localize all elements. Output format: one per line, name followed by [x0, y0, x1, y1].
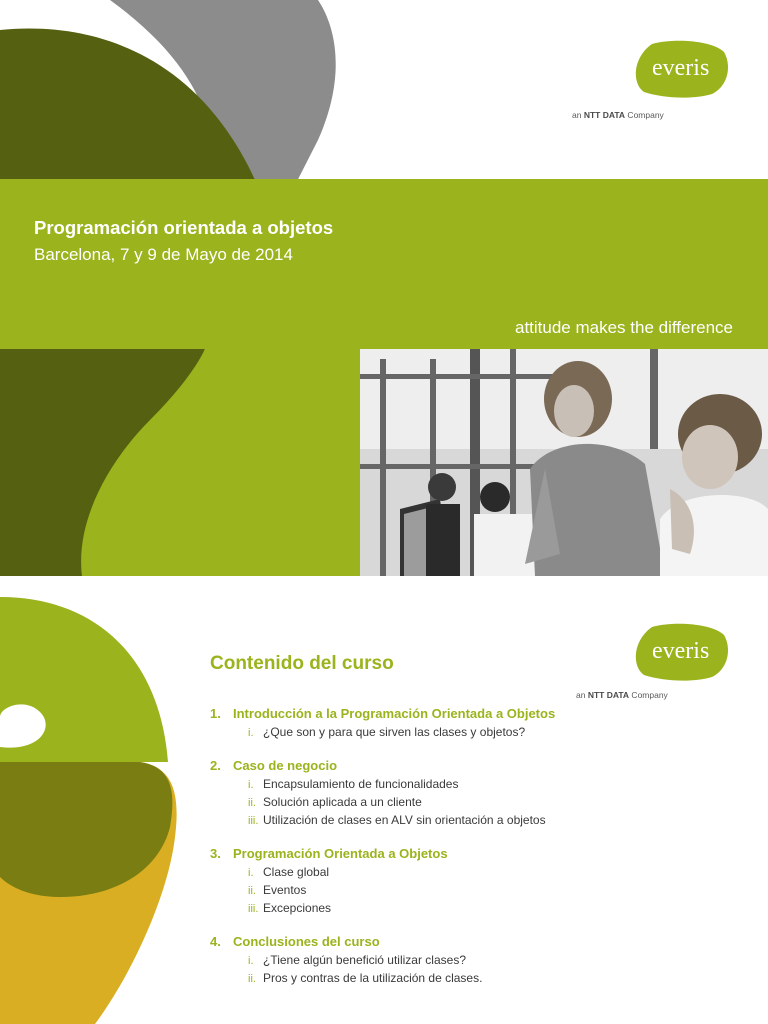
title-band — [0, 179, 768, 349]
agenda-slide — [0, 597, 768, 1024]
agenda-section — [210, 757, 750, 829]
svg-text:everis: everis — [652, 55, 710, 81]
logo-tagline-agenda: an NTT DATA Company — [576, 690, 668, 700]
everis-logo — [570, 38, 740, 128]
list-item: ii. Solución aplicada a un cliente — [248, 795, 422, 809]
logo-tagline: an NTT DATA Company — [572, 110, 664, 120]
people-meeting-photo — [360, 349, 768, 576]
agenda-list — [210, 705, 750, 1003]
section-title: 1. Introducción a la Programación Orientada a Objetos — [210, 706, 556, 721]
agenda-section — [210, 705, 750, 741]
section-title: 2. Caso de negocio — [210, 758, 338, 773]
agenda-heading: Contenido del curso — [210, 653, 394, 674]
section-title: 3. Programación Orientada a Objetos — [210, 846, 448, 861]
everis-logo-agenda — [570, 621, 740, 711]
slogan: attitude makes the difference — [515, 318, 733, 337]
list-item: ii. Eventos — [248, 883, 307, 897]
everis-logo-icon — [632, 38, 732, 98]
list-item: i. ¿Que son y para que sirven las clases y objetos? — [248, 725, 526, 739]
list-item: i. Encapsulamiento de funcionalidades — [248, 777, 459, 791]
everis-logo-agenda-icon — [632, 621, 732, 681]
section-title: 4. Conclusiones del curso — [210, 934, 380, 949]
presentation-subtitle: Barcelona, 7 y 9 de Mayo de 2014 — [34, 245, 293, 264]
presentation-title: Programación orientada a objetos — [34, 217, 334, 238]
list-item: iii. Excepciones — [248, 901, 332, 915]
list-item: ii. Pros y contras de la utilización de clases. — [248, 971, 483, 985]
green-arc-shape — [0, 597, 168, 762]
agenda-section — [210, 933, 750, 987]
list-item: i. ¿Tiene algún benefició utilizar clases? — [248, 953, 466, 967]
list-item: iii. Utilización de clases en ALV sin orientación a objetos — [248, 813, 546, 827]
svg-text:everis: everis — [652, 638, 710, 664]
list-item: i. Clase global — [248, 865, 330, 879]
agenda-section — [210, 845, 750, 917]
